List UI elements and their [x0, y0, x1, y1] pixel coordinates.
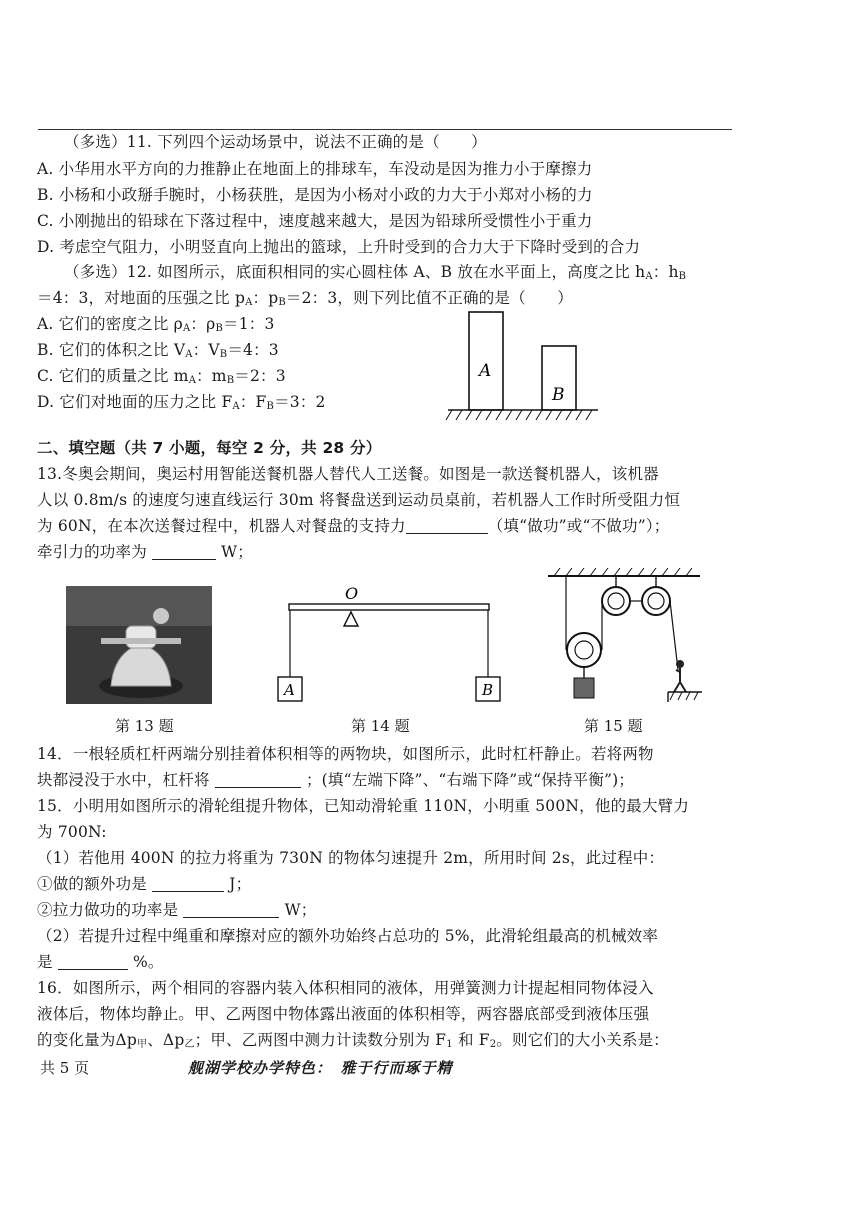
q12-opt-text: ：ρ: [190, 315, 216, 333]
q12-opt-text: C. 它们的质量之比 m: [37, 367, 189, 385]
q15-blank-2[interactable]: [183, 901, 279, 918]
person-head: [676, 660, 684, 668]
load-block: [574, 678, 594, 698]
robot-photo: [66, 586, 212, 704]
q12-stem-text: ＝4：3，对地面的压强之比 p: [37, 289, 246, 307]
q12-option-c: [37, 366, 286, 391]
q13-line4: [37, 542, 253, 562]
q13-text: 牵引力的功率为: [37, 543, 153, 561]
rope-pull: [670, 601, 678, 670]
lever-bar: [289, 604, 489, 610]
q13-text: W；: [216, 543, 253, 561]
q12-option-d: [37, 392, 326, 417]
ground-hatch: [446, 410, 592, 420]
q12-opt-text: ＝1：3: [223, 315, 275, 333]
q13-blank-1[interactable]: [406, 517, 488, 534]
q15-line2: 为 700N:: [37, 823, 107, 841]
q12-opt-text: ：m: [196, 367, 227, 385]
block-b-label: B: [482, 681, 494, 699]
q16-line3: [37, 1030, 669, 1055]
q15-text: J；: [224, 875, 252, 893]
sub-b: B: [266, 401, 275, 412]
section-fill-in-title: 二、填空题（共 7 小题，每空 2 分，共 28 分）: [37, 439, 382, 457]
sub-a: A: [183, 323, 191, 334]
q15-line7: [37, 952, 164, 972]
q11-stem: （多选）11. 下列四个运动场景中，说法不正确的是（ ）: [64, 133, 487, 151]
pivot-label: O: [345, 584, 359, 603]
q12-opt-text: ：V: [192, 341, 220, 359]
sub-yi: 乙: [184, 1039, 195, 1050]
q12-stem-text: ＝2：3，则下列比值不正确的是（ ）: [285, 289, 573, 307]
q13-text: 为 60N，在本次送餐过程中，机器人对餐盘的支持力: [37, 517, 406, 535]
sub-b: B: [219, 349, 228, 360]
sub-b: B: [226, 375, 235, 386]
q12-stem-text: （多选）12. 如图所示，底面积相同的实心圆柱体 A、B 放在水平面上，高度之比 h: [64, 263, 646, 281]
q12-stem-line1: [64, 262, 686, 287]
page-count: 共 5 页: [40, 1059, 90, 1077]
q12-opt-text: ＝3：2: [274, 393, 326, 411]
sub-2: 2: [489, 1039, 497, 1050]
q12-opt-text: D. 它们对地面的压力之比 F: [37, 393, 233, 411]
q13-line3: [37, 516, 669, 536]
q16-line1: 16．如图所示，两个相同的容器内装入体积相同的液体，用弹簧测力计提起相同物体浸入: [37, 979, 654, 997]
sub-a: A: [232, 401, 240, 412]
photo-wall: [66, 586, 212, 626]
cylinders-figure: [440, 308, 600, 433]
sub-b: B: [215, 323, 223, 334]
q12-opt-text: B. 它们的体积之比 V: [37, 341, 186, 359]
sub-a: A: [645, 271, 653, 282]
q12-stem-text: ：p: [252, 289, 279, 307]
q12-option-a: [37, 314, 275, 339]
cylinder-b-label: B: [552, 385, 565, 405]
q15-text: ②拉力做功的功率是: [37, 901, 184, 919]
lever-figure: [272, 582, 512, 707]
school-motto: 舰湖学校办学特色： 雅于行而琢于精: [188, 1059, 453, 1077]
ceiling-hatch: [554, 568, 692, 576]
q11-option-c: C. 小刚抛出的铅球在下落过程中，速度越来越大，是因为铅球所受惯性小于重力: [37, 212, 593, 230]
sub-jia: 甲: [137, 1039, 148, 1050]
caption-q15: 第 15 题: [584, 717, 643, 735]
q15-text: 是: [37, 953, 58, 971]
caption-q14: 第 14 题: [351, 717, 410, 735]
robot-tray: [101, 638, 181, 644]
q12-option-b: [37, 340, 279, 365]
sub-1: 1: [446, 1039, 453, 1050]
q15-line4: [37, 874, 251, 894]
fixed-pulley-1: [602, 587, 630, 615]
person-body: [674, 668, 686, 692]
q15-blank-3[interactable]: [58, 953, 128, 970]
q15-line1: 15．小明用如图所示的滑轮组提升物体，已知动滑轮重 110N，小明重 500N，他的最大臂力: [37, 797, 690, 815]
q12-opt-text: ：F: [239, 393, 267, 411]
q16-text: 。则它们的大小关系是：: [496, 1031, 669, 1049]
cylinder-a-label: A: [479, 361, 492, 381]
q15-line3: （1）若他用 400N 的拉力将重为 730N 的物体匀速提升 2m，所用时间 2s，此过程中：: [37, 849, 665, 867]
header-rule: [38, 129, 732, 130]
sub-a: A: [245, 297, 253, 308]
q16-text: ；甲、乙两图中测力计读数分别为 F: [194, 1031, 447, 1049]
q15-text: %。: [127, 953, 164, 971]
q13-text: （填“做功”或“不做功”）；: [487, 517, 670, 535]
q14-line1: 14．一根轻质杠杆两端分别挂着体积相等的两物块，如图所示，此时杠杆静止。若将两物: [37, 745, 654, 763]
q16-text: 、Δp: [147, 1031, 185, 1049]
pulley-figure: [544, 566, 704, 711]
q15-blank-1[interactable]: [152, 875, 224, 892]
q15-text: ①做的额外功是: [37, 875, 153, 893]
floor-hatch: [670, 692, 698, 700]
q11-option-a: A. 小华用水平方向的力推静止在地面上的排球车，车没动是因为推力小于摩擦力: [37, 160, 593, 178]
q16-line2: 液体后，物体均静止。甲、乙两图中物体露出液面的体积相等，两容器底部受到液体压强: [37, 1005, 650, 1023]
robot-head: [126, 626, 156, 648]
q12-stem-text: ：h: [652, 263, 679, 281]
q16-text: 的变化量为Δp: [37, 1031, 138, 1049]
sub-a: A: [185, 349, 193, 360]
block-a-label: A: [284, 681, 295, 699]
caption-q13: 第 13 题: [115, 717, 174, 735]
movable-pulley: [567, 633, 601, 667]
q15-line5: [37, 900, 316, 920]
q12-opt-text: A. 它们的密度之比 ρ: [37, 315, 183, 333]
sub-b: B: [278, 297, 286, 308]
fixed-pulley-2: [642, 587, 670, 615]
q13-line2: 人以 0.8m/s 的速度匀速直线运行 30m 将餐盘送到运动员桌前，若机器人工作时所受阻力恒: [37, 491, 681, 509]
q15-text: W；: [279, 901, 317, 919]
q13-blank-2[interactable]: [152, 543, 216, 560]
q12-opt-text: ＝2：3: [234, 367, 286, 385]
q11-option-d: D. 考虑空气阻力，小明竖直向上抛出的篮球，上升时受到的合力大于下降时受到的合力: [37, 238, 641, 256]
sub-a: A: [188, 375, 197, 386]
q11-option-b: B. 小杨和小政掰手腕时，小杨获胜，是因为小杨对小政的力大于小郑对小杨的力: [37, 186, 593, 204]
q14-text: ；(填“左端下降”、“右端下降”或“保持平衡”)；: [300, 771, 635, 789]
robot-cup: [153, 608, 169, 624]
q14-line2: [37, 770, 634, 790]
q14-blank[interactable]: [215, 771, 301, 788]
q16-text: 和 F: [452, 1031, 490, 1049]
q13-line1: 13.冬奥会期间，奥运村用智能送餐机器人替代人工送餐。如图是一款送餐机器人，该机器: [37, 465, 659, 483]
q15-line6: （2）若提升过程中绳重和摩擦对应的额外功始终占总功的 5%，此滑轮组最高的机械效率: [37, 927, 659, 945]
sub-b: B: [678, 271, 687, 282]
fulcrum: [344, 612, 358, 626]
q14-text: 块都浸没于水中，杠杆将: [37, 771, 215, 789]
q12-opt-text: ＝4：3: [227, 341, 279, 359]
